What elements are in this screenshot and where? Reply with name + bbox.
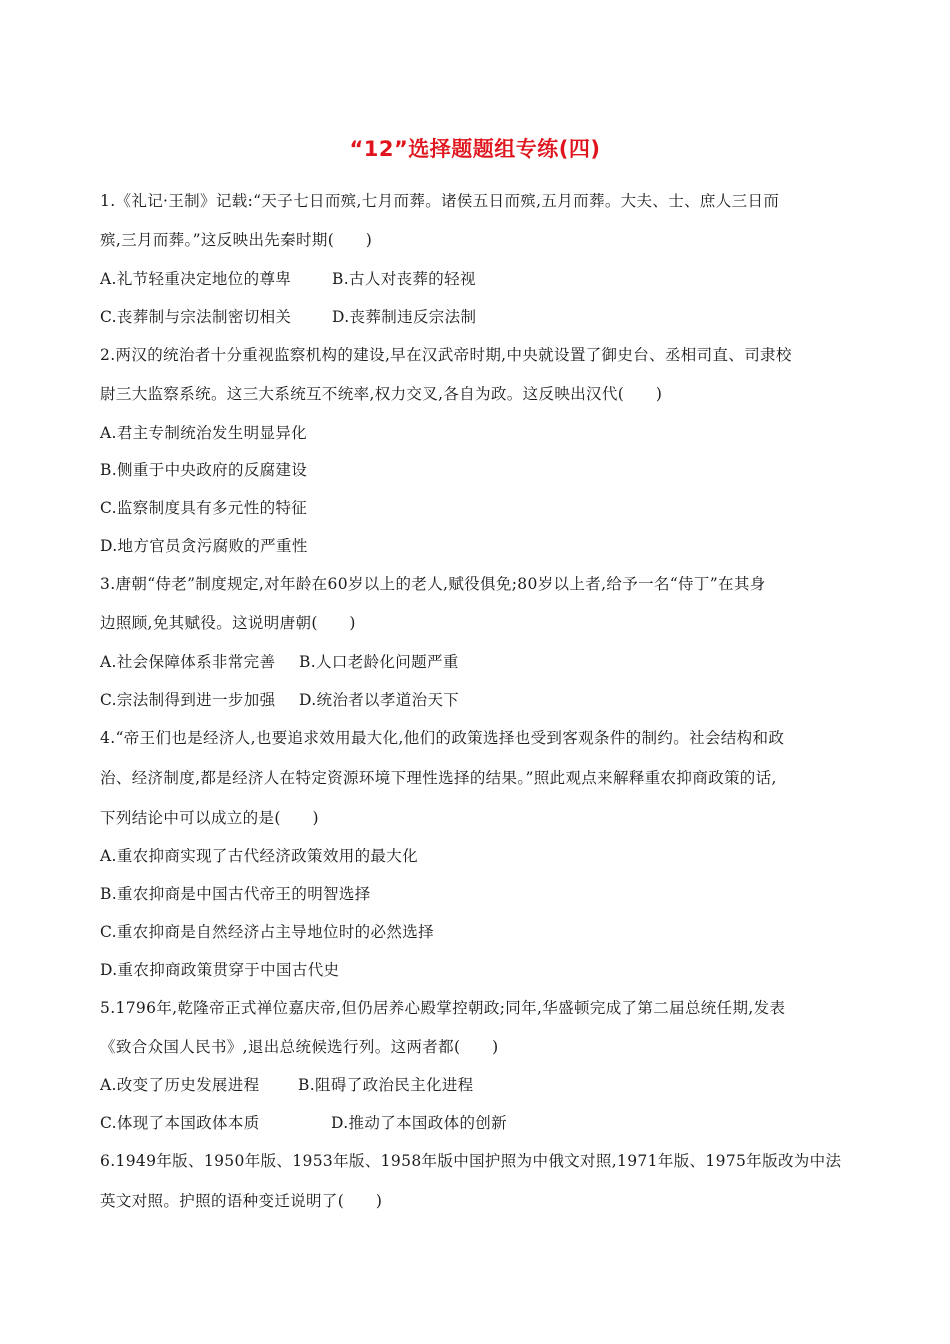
q3-stem-line-1: 3.唐朝“侍老”制度规定,对年龄在60岁以上的老人,赋役俱免;80岁以上者,给予一名“侍丁”在其身 — [100, 575, 766, 593]
q4-option-b[interactable]: B.重农抑商是中国古代帝王的明智选择 — [100, 885, 371, 903]
q5-option-b[interactable]: B.阻碍了政治民主化进程 — [298, 1076, 474, 1094]
q3-option-b[interactable]: B.人口老龄化问题严重 — [299, 653, 459, 671]
q5-option-c[interactable]: C.体现了本国政体本质 — [100, 1114, 260, 1132]
q1-stem-line-2: 殡,三月而葬。”这反映出先秦时期( ) — [100, 231, 373, 249]
q1-option-d[interactable]: D.丧葬制违反宗法制 — [332, 308, 477, 326]
q2-stem-line-2: 尉三大监察系统。这三大系统互不统率,权力交叉,各自为政。这反映出汉代( ) — [100, 385, 663, 403]
q6-stem-line-2: 英文对照。护照的语种变迁说明了( ) — [100, 1192, 383, 1210]
q4-option-c[interactable]: C.重农抑商是自然经济占主导地位时的必然选择 — [100, 923, 434, 941]
q4-stem-line-1: 4.“帝王们也是经济人,也要追求效用最大化,他们的政策选择也受到客观条件的制约。社会结构和政 — [100, 729, 785, 747]
q3-option-a[interactable]: A.社会保障体系非常完善 — [100, 653, 276, 671]
q3-options-row-2 — [100, 690, 460, 710]
q5-option-d[interactable]: D.推动了本国政体的创新 — [331, 1114, 508, 1132]
q1-option-a[interactable]: A.礼节轻重决定地位的尊卑 — [100, 270, 292, 288]
q3-option-c[interactable]: C.宗法制得到进一步加强 — [100, 691, 276, 709]
q2-option-c[interactable]: C.监察制度具有多元性的特征 — [100, 499, 308, 517]
q4-stem-line-3: 下列结论中可以成立的是( ) — [100, 809, 319, 827]
q1-option-c[interactable]: C.丧葬制与宗法制密切相关 — [100, 308, 292, 326]
q2-option-b[interactable]: B.侧重于中央政府的反腐建设 — [100, 461, 308, 479]
q1-options-row-2 — [100, 307, 477, 327]
page-title: “12”选择题题组专练(四) — [349, 137, 601, 161]
q5-stem-line-1: 5.1796年,乾隆帝正式禅位嘉庆帝,但仍居养心殿掌控朝政;同年,华盛顿完成了第二届总统任期,发表 — [100, 999, 786, 1017]
q5-options-row-2 — [100, 1113, 508, 1133]
q5-options-row-1 — [100, 1075, 474, 1095]
q2-option-d[interactable]: D.地方官员贪污腐败的严重性 — [100, 537, 308, 555]
q3-stem-line-2: 边照顾,免其赋役。这说明唐朝( ) — [100, 614, 356, 632]
q1-options-row-1 — [100, 269, 476, 289]
q4-option-a[interactable]: A.重农抑商实现了古代经济政策效用的最大化 — [100, 847, 418, 865]
q5-stem-line-2: 《致合众国人民书》,退出总统候选行列。这两者都( ) — [100, 1038, 499, 1056]
q5-option-a[interactable]: A.改变了历史发展进程 — [100, 1076, 260, 1094]
q3-options-row-1 — [100, 652, 459, 672]
q6-stem-line-1: 6.1949年版、1950年版、1953年版、1958年版中国护照为中俄文对照,1971年版、1975年版改为中法 — [100, 1152, 842, 1170]
q1-stem-line-1: 1.《礼记·王制》记载:“天子七日而殡,七月而葬。诸侯五日而殡,五月而葬。大夫、士、庶人三日而 — [100, 192, 780, 210]
q4-option-d[interactable]: D.重农抑商政策贯穿于中国古代史 — [100, 961, 340, 979]
q2-option-a[interactable]: A.君主专制统治发生明显异化 — [100, 424, 308, 442]
q2-stem-line-1: 2.两汉的统治者十分重视监察机构的建设,早在汉武帝时期,中央就设置了御史台、丞相司直、司隶校 — [100, 346, 792, 364]
q1-option-b[interactable]: B.古人对丧葬的轻视 — [332, 270, 476, 288]
q4-stem-line-2: 治、经济制度,都是经济人在特定资源环境下理性选择的结果。”照此观点来解释重农抑商政策的话, — [100, 769, 777, 787]
q3-option-d[interactable]: D.统治者以孝道治天下 — [299, 691, 460, 709]
